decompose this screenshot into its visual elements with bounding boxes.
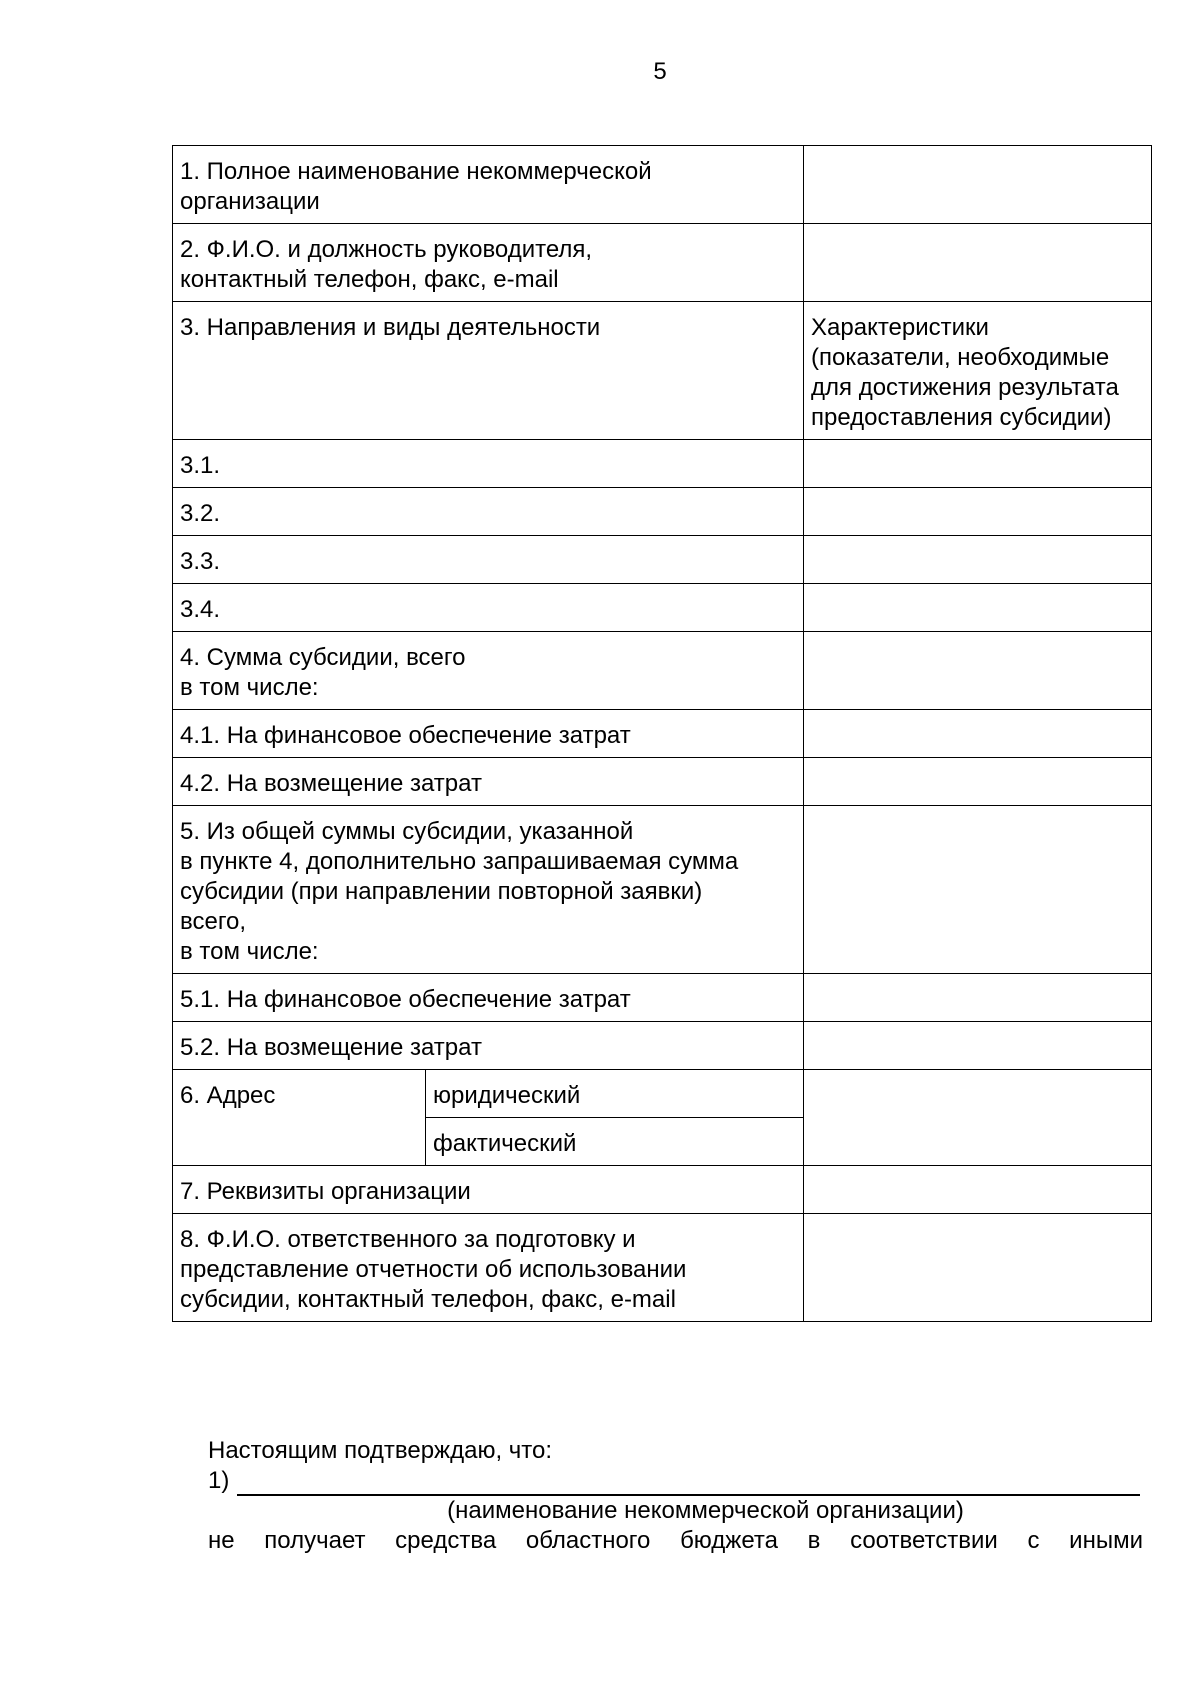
additional-subsidy-label: 5. Из общей суммы субсидии, указанной в пункте 4, дополнительно запрашиваемая сумма субсидии (при направлении повторной заявки) всего, в том числе: — [173, 806, 804, 974]
subsidy-5-2-field[interactable] — [804, 1022, 1152, 1070]
table-row — [173, 224, 1152, 302]
table-row — [173, 302, 1152, 440]
subsidy-5-2-label: 5.2. На возмещение затрат — [173, 1022, 804, 1070]
activity-3-3-label: 3.3. — [173, 536, 804, 584]
table-row — [173, 710, 1152, 758]
org-name-label: 1. Полное наименование некоммерческой организации — [173, 146, 804, 224]
characteristics-header: Характеристики (показатели, необходимые для достижения результата предоставления субсидии) — [804, 302, 1152, 440]
confirmation-item-1 — [208, 1466, 1143, 1496]
activity-directions-label: 3. Направления и виды деятельности — [173, 302, 804, 440]
additional-subsidy-field[interactable] — [804, 806, 1152, 974]
subsidy-4-2-label: 4.2. На возмещение затрат — [173, 758, 804, 806]
activity-3-4-label: 3.4. — [173, 584, 804, 632]
table-row — [173, 440, 1152, 488]
table-row — [173, 1070, 1152, 1118]
org-requisites-label: 7. Реквизиты организации — [173, 1166, 804, 1214]
subsidy-4-1-label: 4.1. На финансовое обеспечение затрат — [173, 710, 804, 758]
table-row — [173, 758, 1152, 806]
activity-3-4-field[interactable] — [804, 584, 1152, 632]
table-row — [173, 1214, 1152, 1322]
subsidy-4-1-field[interactable] — [804, 710, 1152, 758]
table-row — [173, 974, 1152, 1022]
head-info-label: 2. Ф.И.О. и должность руководителя, контактный телефон, факс, e-mail — [173, 224, 804, 302]
subsidy-5-1-field[interactable] — [804, 974, 1152, 1022]
table-row — [173, 1166, 1152, 1214]
head-info-field[interactable] — [804, 224, 1152, 302]
table-row — [173, 488, 1152, 536]
address-actual-label: фактический — [426, 1118, 804, 1166]
confirmation-intro: Настоящим подтверждаю, что: — [208, 1437, 553, 1464]
table-row — [173, 146, 1152, 224]
table-row — [173, 584, 1152, 632]
address-field[interactable] — [804, 1070, 1152, 1166]
address-label: 6. Адрес — [173, 1070, 426, 1166]
activity-3-1-field[interactable] — [804, 440, 1152, 488]
table-row — [173, 1022, 1152, 1070]
activity-3-1-label: 3.1. — [173, 440, 804, 488]
responsible-person-label: 8. Ф.И.О. ответственного за подготовку и представление отчетности об использовании субсидии, контактный телефон, факс, e-mail — [173, 1214, 804, 1322]
confirmation-section — [208, 1436, 1143, 1556]
org-name-field[interactable] — [804, 146, 1152, 224]
subsidy-5-1-label: 5.1. На финансовое обеспечение затрат — [173, 974, 804, 1022]
activity-3-2-field[interactable] — [804, 488, 1152, 536]
table-row — [173, 632, 1152, 710]
activity-3-3-field[interactable] — [804, 536, 1152, 584]
subsidy-total-field[interactable] — [804, 632, 1152, 710]
subsidy-4-2-field[interactable] — [804, 758, 1152, 806]
responsible-person-field[interactable] — [804, 1214, 1152, 1322]
org-name-caption: (наименование некоммерческой организации) — [447, 1497, 964, 1524]
org-requisites-field[interactable] — [804, 1166, 1152, 1214]
activity-3-2-label: 3.2. — [173, 488, 804, 536]
continuation-text: не получает средства областного бюджета в соответствии с иными — [208, 1527, 1143, 1554]
subsidy-total-label: 4. Сумма субсидии, всего в том числе: — [173, 632, 804, 710]
address-legal-label: юридический — [426, 1070, 804, 1118]
table-row — [173, 806, 1152, 974]
page-number: 5 — [653, 58, 667, 85]
table-row — [173, 536, 1152, 584]
item-1-prefix: 1) — [208, 1467, 230, 1494]
org-name-blank-line[interactable] — [237, 1468, 1140, 1496]
application-form-table — [172, 145, 1152, 1322]
